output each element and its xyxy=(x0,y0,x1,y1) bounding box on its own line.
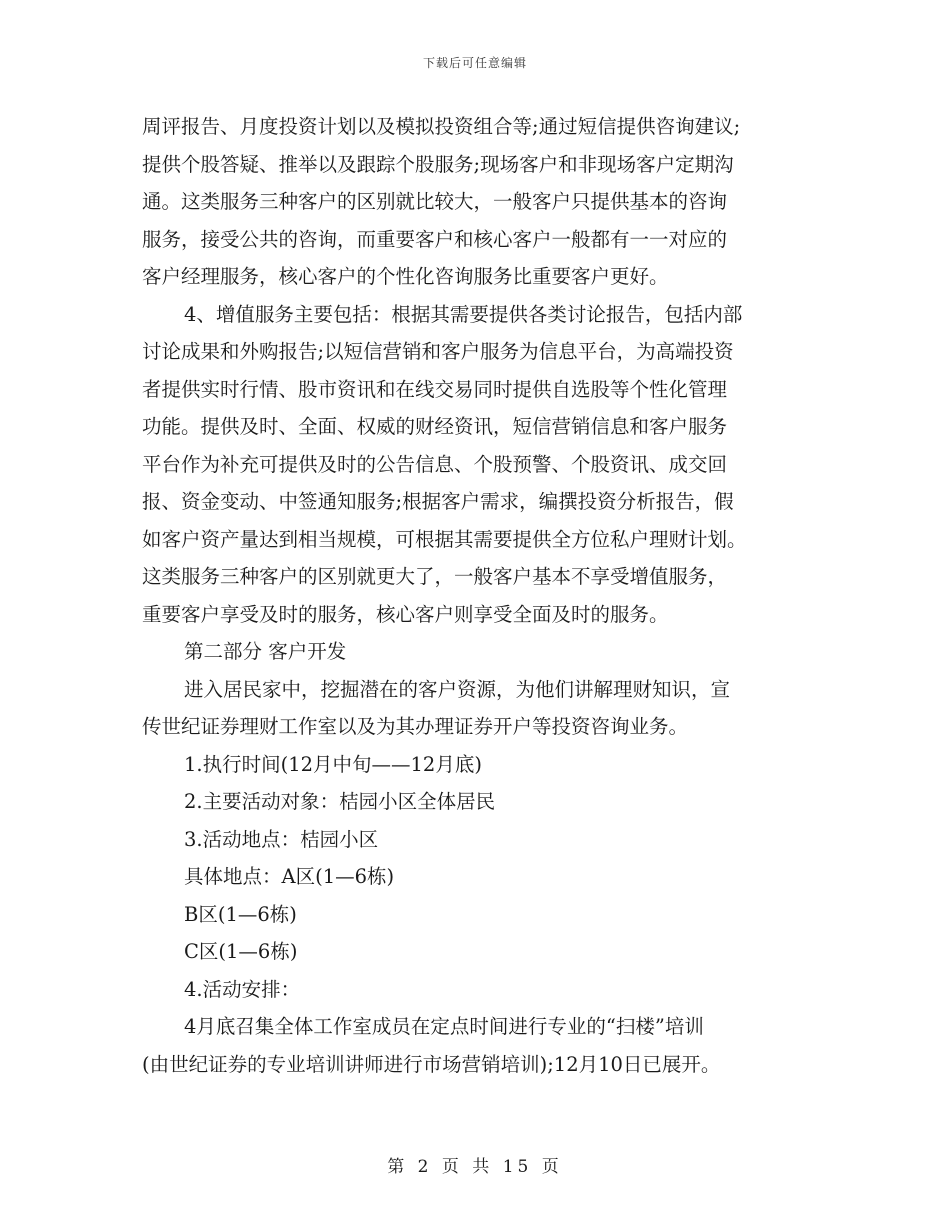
paragraph-line: 4月底召集全体工作室成员在定点时间进行专业的“扫楼”培训 xyxy=(184,1015,704,1038)
paragraph-line: 重要客户享受及时的服务，核心客户则享受全面及时的服务。 xyxy=(142,602,669,626)
document-body xyxy=(142,108,810,1083)
paragraph-line: 平台作为补充可提供及时的公告信息、个股预警、个股资讯、成交回 xyxy=(142,452,728,476)
paragraph-line: 功能。提供及时、全面、权威的财经资讯，短信营销信息和客户服务 xyxy=(142,415,728,438)
paragraph-line: 客户经理服务，核心客户的个性化咨询服务比重要客户更好。 xyxy=(142,265,669,288)
paragraph-line: 具体地点：A区(1—6栋) xyxy=(184,865,395,888)
paragraph-line: 3.活动地点：桔园小区 xyxy=(184,827,379,851)
paragraph-line: 周评报告、月度投资计划以及模拟投资组合等;通过短信提供咨询建议; xyxy=(142,115,741,138)
paragraph-line: C区(1—6栋) xyxy=(184,940,298,963)
page-header: 下载后可任意编辑 xyxy=(422,56,527,70)
paragraph-line: 如客户资产量达到相当规模，可根据其需要提供全方位私户理财计划。 xyxy=(142,527,747,551)
paragraph-line: 进入居民家中，挖掘潜在的客户资源，为他们讲解理财知识，宣 xyxy=(184,677,731,701)
paragraph-line: 4.活动安排： xyxy=(184,977,301,1001)
paragraph-line: 传世纪证券理财工作室以及为其办理证券开户等投资咨询业务。 xyxy=(142,715,689,738)
paragraph-line: 提供个股答疑、推举以及跟踪个股服务;现场客户和非现场客户定期沟 xyxy=(142,152,734,176)
paragraph-line: 2.主要活动对象：桔园小区全体居民 xyxy=(184,790,496,813)
paragraph-line: 通。这类服务三种客户的区别就比较大，一般客户只提供基本的咨询 xyxy=(142,190,728,213)
paragraph-line: 者提供实时行情、股市资讯和在线交易同时提供自选股等个性化管理 xyxy=(142,377,728,401)
paragraph-line: 报、资金变动、中签通知服务;根据客户需求，编撰投资分析报告，假 xyxy=(142,490,734,513)
paragraph-line: (由世纪证券的专业培训讲师进行市场营销培训);12月10日已展开。 xyxy=(142,1052,721,1076)
paragraph-line: B区(1—6栋) xyxy=(184,902,297,926)
paragraph-line: 4、增值服务主要包括：根据其需要提供各类讨论报告，包括内部 xyxy=(184,302,743,326)
page-number: 第 2 页 共 15 页 xyxy=(387,1157,563,1177)
paragraph-line: 第二部分 客户开发 xyxy=(184,640,347,663)
paragraph-line: 这类服务三种客户的区别就更大了，一般客户基本不享受增值服务， xyxy=(142,565,728,588)
paragraph-line: 1.执行时间(12月中旬——12月底) xyxy=(184,752,482,776)
paragraph-line: 服务，接受公共的咨询，而重要客户和核心客户一般都有一一对应的 xyxy=(142,227,728,251)
paragraph-line: 讨论成果和外购报告;以短信营销和客户服务为信息平台，为高端投资 xyxy=(142,340,734,363)
